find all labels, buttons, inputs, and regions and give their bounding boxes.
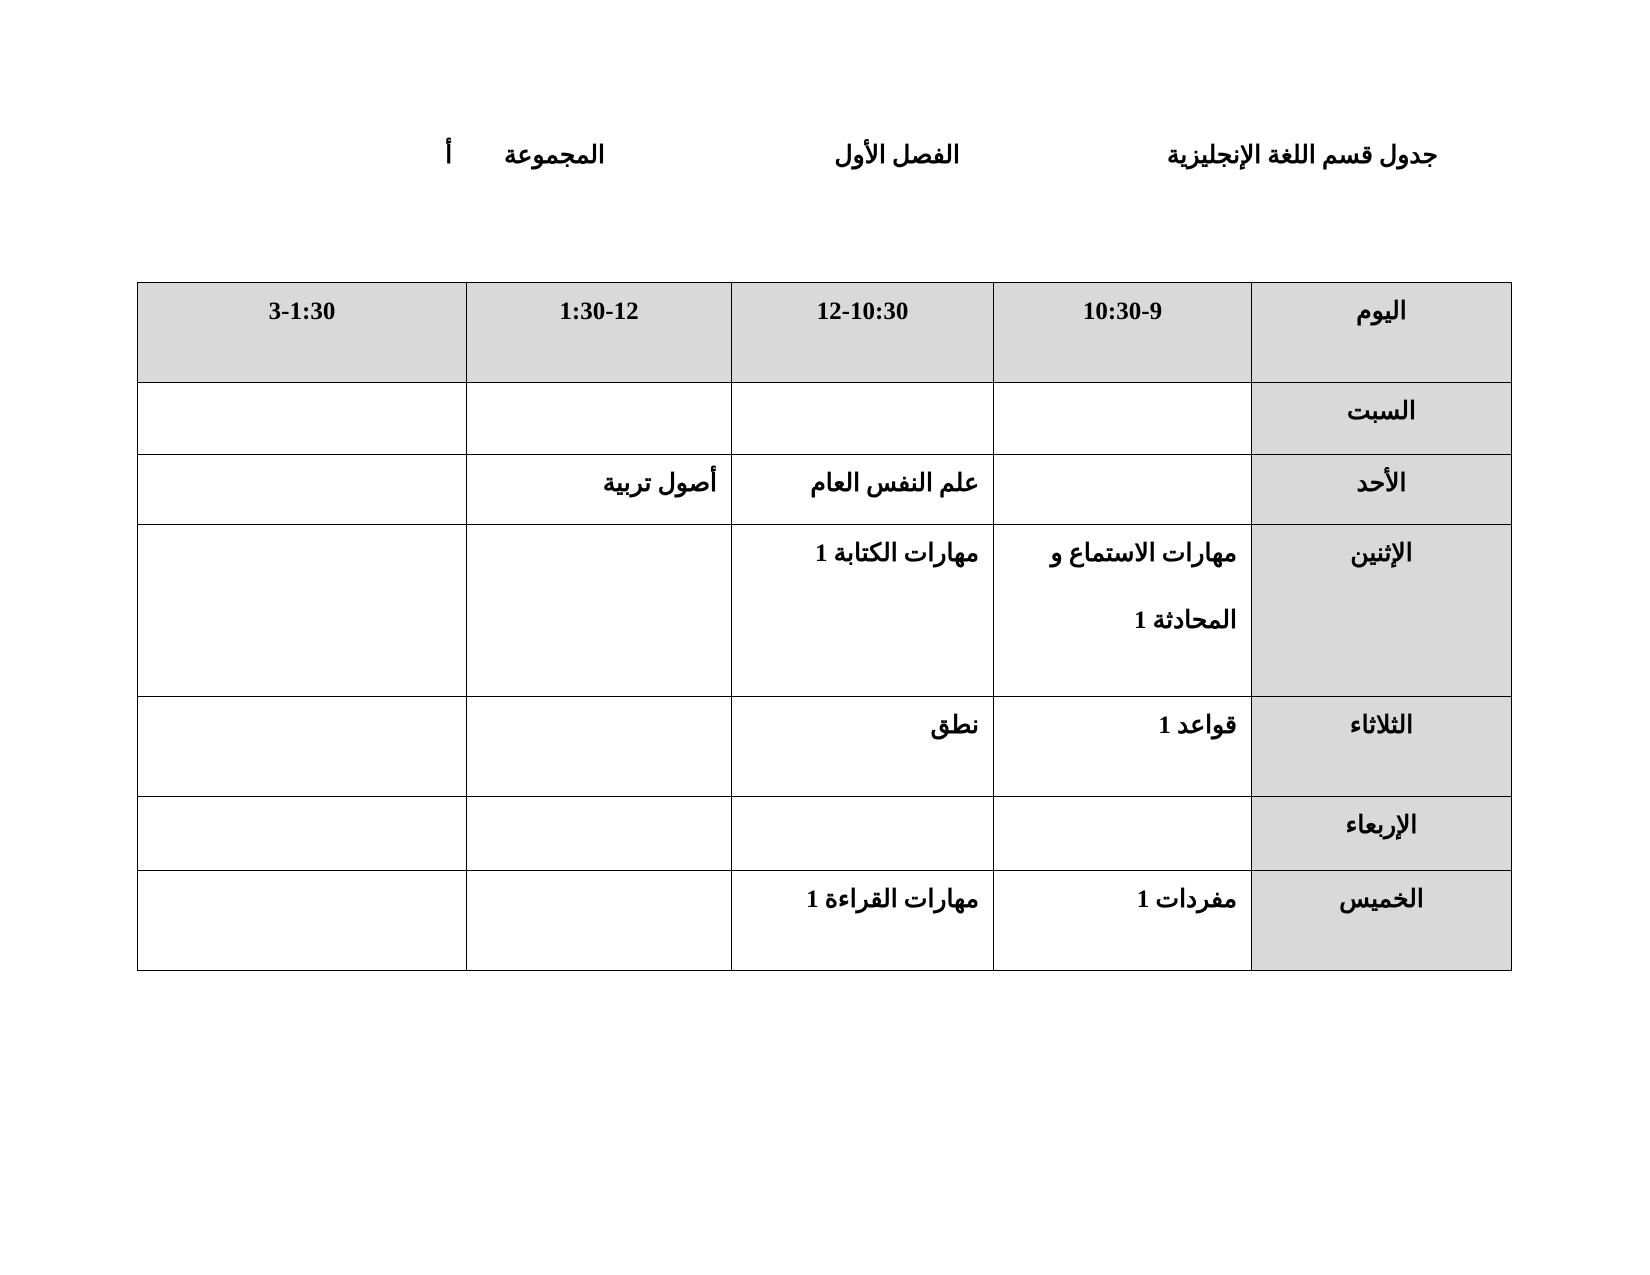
column-header-day: اليوم (1252, 283, 1512, 383)
cell-saturday-slot-3 (467, 383, 732, 455)
cell-thursday-slot-4 (138, 871, 467, 971)
table-head (138, 283, 1512, 383)
table-row (138, 697, 1512, 797)
cell-wednesday-slot-4 (138, 797, 467, 871)
column-header-slot-4: 3-1:30 (138, 283, 467, 383)
cell-monday-slot-2: مهارات الكتابة 1 (732, 525, 994, 697)
header-group (445, 140, 650, 170)
column-header-slot-2: 12-10:30 (732, 283, 994, 383)
cell-sunday-slot-3: أصول تربية (467, 455, 732, 525)
table-row (138, 383, 1512, 455)
cell-wednesday-slot-1 (994, 797, 1252, 871)
cell-wednesday-slot-2 (732, 797, 994, 871)
schedule-table-container (138, 282, 1512, 971)
day-label-wednesday: الإربعاء (1252, 797, 1512, 871)
cell-thursday-slot-1: مفردات 1 (994, 871, 1252, 971)
cell-saturday-slot-1 (994, 383, 1252, 455)
cell-tuesday-slot-3 (467, 697, 732, 797)
table-header-row (138, 283, 1512, 383)
cell-tuesday-slot-1: قواعد 1 (994, 697, 1252, 797)
table-body (138, 383, 1512, 971)
day-label-sunday: الأحد (1252, 455, 1512, 525)
header-title: جدول قسم اللغة الإنجليزية (1166, 142, 1438, 169)
cell-sunday-slot-2: علم النفس العام (732, 455, 994, 525)
cell-saturday-slot-4 (138, 383, 467, 455)
header-group-label: المجموعة (504, 142, 605, 169)
header-term: الفصل الأول (834, 142, 960, 169)
day-label-saturday: السبت (1252, 383, 1512, 455)
document-header (150, 140, 1500, 170)
cell-sunday-slot-4 (138, 455, 467, 525)
table-row (138, 455, 1512, 525)
cell-thursday-slot-2: مهارات القراءة 1 (732, 871, 994, 971)
column-header-slot-3: 1:30-12 (467, 283, 732, 383)
cell-sunday-slot-1 (994, 455, 1252, 525)
table-row (138, 797, 1512, 871)
cell-monday-slot-1-line-2: المحادثة 1 (1133, 606, 1237, 634)
cell-thursday-slot-3 (467, 871, 732, 971)
schedule-table (137, 282, 1512, 971)
day-label-monday: الإثنين (1252, 525, 1512, 697)
day-label-tuesday: الثلاثاء (1252, 697, 1512, 797)
column-header-slot-1: 10:30-9 (994, 283, 1252, 383)
cell-monday-slot-3 (467, 525, 732, 697)
cell-monday-slot-1-line-1: مهارات الاستماع و (1050, 540, 1237, 567)
cell-wednesday-slot-3 (467, 797, 732, 871)
cell-monday-slot-4 (138, 525, 467, 697)
header-group-value: أ (445, 142, 453, 169)
table-row (138, 871, 1512, 971)
table-row (138, 525, 1512, 697)
cell-saturday-slot-2 (732, 383, 994, 455)
cell-tuesday-slot-4 (138, 697, 467, 797)
cell-monday-slot-1 (994, 525, 1252, 697)
day-label-thursday: الخميس (1252, 871, 1512, 971)
cell-tuesday-slot-2: نطق (732, 697, 994, 797)
